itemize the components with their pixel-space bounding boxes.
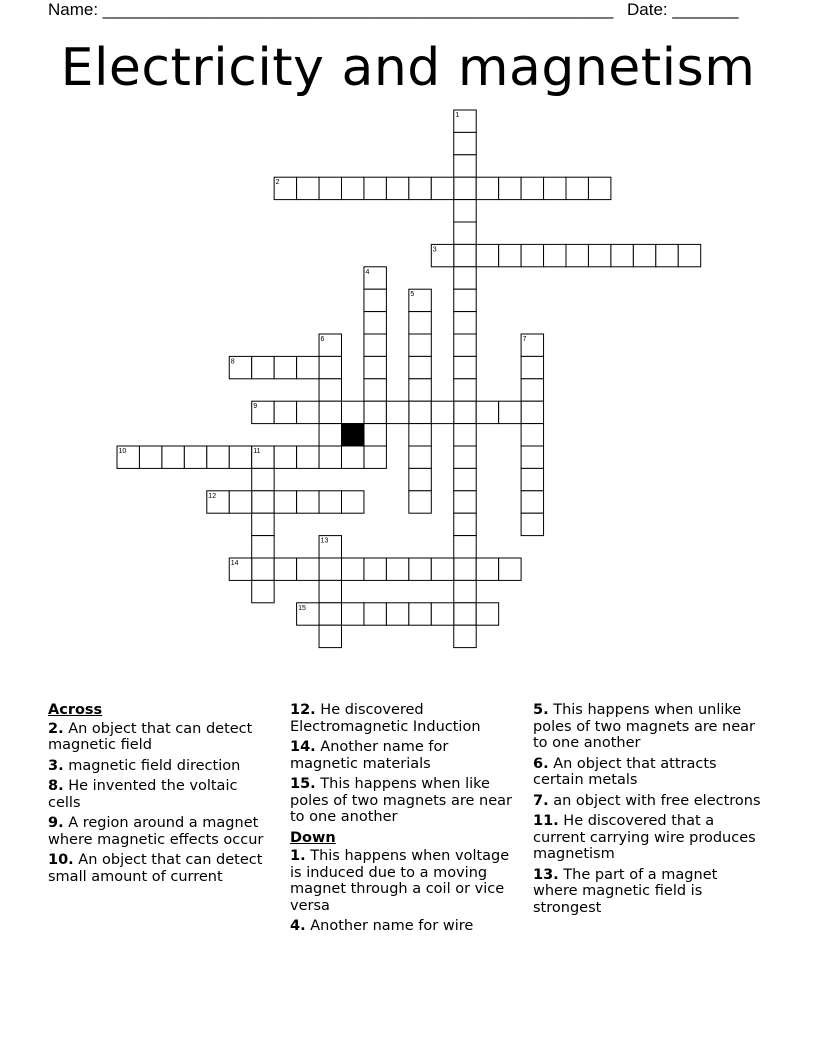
clue-number: 10. [48, 852, 74, 868]
grid-cell[interactable] [454, 401, 476, 423]
clue-number: 14. [290, 739, 316, 755]
grid-cell[interactable] [521, 334, 543, 356]
grid-cell[interactable] [454, 267, 476, 289]
grid-cell[interactable] [252, 491, 274, 513]
clue-text: A region around a magnet where magnetic effects occur [48, 815, 264, 848]
grid-cell[interactable] [319, 356, 341, 378]
clue-down-1 [290, 848, 520, 914]
clue-across-8 [48, 778, 270, 811]
grid-clue-number: 4 [365, 268, 370, 276]
grid-cell[interactable] [297, 356, 319, 378]
grid-clue-number: 1 [455, 112, 460, 119]
clue-number: 13. [533, 866, 559, 883]
grid-cell[interactable] [319, 625, 341, 647]
clue-number: 11. [533, 813, 559, 829]
clue-down-7 [533, 793, 763, 810]
grid-cell[interactable] [252, 468, 274, 490]
clue-down-6 [533, 756, 763, 789]
grid-cell[interactable] [364, 558, 386, 580]
grid-cell[interactable] [588, 177, 610, 199]
grid-cell[interactable] [342, 177, 364, 199]
clue-across-2 [48, 721, 270, 754]
clue-number: 3. [48, 757, 64, 774]
grid-cell[interactable] [454, 513, 476, 535]
grid-cell[interactable] [364, 334, 386, 356]
grid-cell[interactable] [297, 401, 319, 423]
grid-clue-number: 14 [230, 560, 239, 567]
grid-cell[interactable] [454, 289, 476, 311]
grid-cell[interactable] [431, 558, 453, 580]
clue-text: An object that attracts certain metals [533, 755, 717, 788]
grid-cell[interactable] [454, 446, 476, 468]
grid-cell[interactable] [454, 625, 476, 647]
grid-cell[interactable] [521, 513, 543, 535]
grid-cell[interactable] [319, 580, 341, 602]
grid-cell[interactable] [454, 110, 476, 132]
grid-cell[interactable] [409, 446, 431, 468]
grid-cell[interactable] [342, 446, 364, 468]
grid-cell[interactable] [521, 468, 543, 490]
grid-cell[interactable] [499, 558, 521, 580]
grid-clue-number: 2 [275, 179, 280, 187]
grid-clue-number: 6 [320, 336, 325, 343]
grid-cell[interactable] [521, 356, 543, 378]
grid-cell[interactable] [454, 244, 476, 266]
grid-clue-number: 5 [410, 291, 415, 299]
grid-cell[interactable] [184, 446, 206, 468]
grid-cell[interactable] [297, 603, 319, 625]
grid-cell[interactable] [521, 177, 543, 199]
grid-cell[interactable] [274, 446, 296, 468]
grid-cell[interactable] [319, 334, 341, 356]
clue-across-10 [48, 852, 270, 885]
grid-cell[interactable] [386, 558, 408, 580]
clue-text: an object with free electrons [553, 792, 761, 809]
clue-text: This happens when like poles of two magnets are near to one another [290, 776, 512, 825]
clue-across-12 [290, 702, 520, 735]
clue-down-4 [290, 918, 520, 935]
grid-cell[interactable] [342, 401, 364, 423]
grid-cell[interactable] [364, 424, 386, 446]
grid-cell[interactable] [252, 446, 274, 468]
grid-cell[interactable] [454, 334, 476, 356]
grid-cell[interactable] [252, 401, 274, 423]
clue-across-15 [290, 776, 520, 826]
grid-cell[interactable] [409, 424, 431, 446]
grid-cell[interactable] [297, 558, 319, 580]
grid-cell[interactable] [274, 401, 296, 423]
date-line: Date: _______ [627, 0, 739, 19]
grid-cell[interactable] [409, 379, 431, 401]
grid-cell[interactable] [476, 177, 498, 199]
grid-cell[interactable] [454, 491, 476, 513]
grid-cell[interactable] [274, 177, 296, 199]
grid-cell[interactable] [274, 558, 296, 580]
grid-cell[interactable] [342, 491, 364, 513]
grid-cell[interactable] [633, 244, 655, 266]
clue-text: The part of a magnet where magnetic field is strongest [533, 866, 718, 916]
grid-cell[interactable] [454, 603, 476, 625]
grid-cell[interactable] [319, 401, 341, 423]
grid-cell[interactable] [454, 155, 476, 177]
grid-cell[interactable] [364, 312, 386, 334]
grid-cell[interactable] [252, 580, 274, 602]
grid-cell[interactable] [521, 379, 543, 401]
grid-cell[interactable] [409, 289, 431, 311]
grid-clue-number: 7 [522, 336, 527, 343]
grid-cell[interactable] [364, 446, 386, 468]
grid-cell[interactable] [319, 379, 341, 401]
grid-cell[interactable] [499, 177, 521, 199]
grid-cell[interactable] [409, 177, 431, 199]
grid-cell[interactable] [678, 244, 700, 266]
down-heading: Down [290, 829, 336, 846]
clue-down-5 [533, 702, 763, 752]
grid-clue-number: 10 [118, 448, 127, 455]
grid-cell[interactable] [454, 580, 476, 602]
grid-clue-number: 8 [230, 358, 235, 366]
grid-cell[interactable] [544, 244, 566, 266]
grid-cell[interactable] [364, 289, 386, 311]
grid-cell-black [342, 424, 364, 446]
grid-cell[interactable] [409, 558, 431, 580]
grid-cell[interactable] [588, 244, 610, 266]
grid-cell[interactable] [521, 424, 543, 446]
clue-text: This happens when voltage is induced due to a moving magnet through a coil or vice versa [290, 848, 510, 914]
clue-text: Another name for magnetic materials [290, 739, 449, 772]
grid-cell[interactable] [409, 491, 431, 513]
grid-cell[interactable] [229, 446, 251, 468]
grid-cell[interactable] [139, 446, 161, 468]
grid-cell[interactable] [319, 603, 341, 625]
grid-cell[interactable] [252, 513, 274, 535]
grid-cell[interactable] [431, 603, 453, 625]
grid-cell[interactable] [566, 177, 588, 199]
grid-clue-number: 11 [253, 448, 261, 455]
clue-across-9 [48, 815, 270, 848]
grid-cell[interactable] [207, 446, 229, 468]
grid-cell[interactable] [499, 401, 521, 423]
grid-cell[interactable] [409, 356, 431, 378]
clue-across-14 [290, 739, 520, 772]
clue-text: He discovered that a current carrying wire produces magnetism [533, 813, 756, 862]
grid-cell[interactable] [386, 177, 408, 199]
grid-cell[interactable] [454, 312, 476, 334]
grid-cell[interactable] [319, 491, 341, 513]
clue-text: An object that can detect small amount of current [48, 852, 263, 885]
grid-cell[interactable] [409, 334, 431, 356]
grid-cell[interactable] [229, 491, 251, 513]
grid-clue-number: 12 [208, 492, 217, 500]
grid-cell[interactable] [319, 424, 341, 446]
clue-down-13 [533, 867, 763, 917]
grid-cell[interactable] [342, 603, 364, 625]
grid-cell[interactable] [454, 558, 476, 580]
grid-clue-number: 9 [253, 403, 258, 411]
grid-cell[interactable] [476, 558, 498, 580]
grid-cell[interactable] [476, 244, 498, 266]
grid-cell[interactable] [319, 177, 341, 199]
clue-text: He invented the voltaic cells [48, 778, 238, 811]
name-line: Name: ______________________________________________________ [48, 0, 614, 19]
grid-cell[interactable] [454, 424, 476, 446]
grid-cell[interactable] [162, 446, 184, 468]
clue-number: 15. [290, 776, 316, 792]
grid-cell[interactable] [499, 244, 521, 266]
grid-cell[interactable] [252, 356, 274, 378]
clues-column-2 [290, 702, 520, 939]
grid-cell[interactable] [521, 446, 543, 468]
grid-cell[interactable] [521, 244, 543, 266]
grid-clue-number: 15 [298, 604, 306, 612]
grid-cell[interactable] [476, 603, 498, 625]
clues-column-1 [48, 702, 270, 889]
grid-cell[interactable] [252, 558, 274, 580]
grid-clue-number: 13 [320, 537, 329, 545]
grid-cell[interactable] [454, 222, 476, 244]
clue-text: Another name for wire [310, 918, 474, 934]
grid-cell[interactable] [386, 401, 408, 423]
grid-cell[interactable] [521, 491, 543, 513]
grid-clue-number: 3 [432, 246, 437, 254]
grid-cell[interactable] [454, 379, 476, 401]
grid-cell[interactable] [364, 401, 386, 423]
grid-cell[interactable] [364, 267, 386, 289]
clue-number: 8. [48, 778, 64, 794]
grid-cell[interactable] [431, 244, 453, 266]
clue-number: 4. [290, 918, 306, 934]
grid-cell[interactable] [454, 536, 476, 558]
grid-cell[interactable] [431, 177, 453, 199]
grid-cell[interactable] [454, 132, 476, 154]
clue-down-11 [533, 813, 763, 863]
grid-cell[interactable] [409, 401, 431, 423]
grid-cell[interactable] [521, 401, 543, 423]
grid-cell[interactable] [229, 356, 251, 378]
grid-cell[interactable] [611, 244, 633, 266]
clue-number: 1. [290, 848, 306, 864]
grid-cell[interactable] [229, 558, 251, 580]
grid-cell[interactable] [431, 401, 453, 423]
grid-cell[interactable] [274, 356, 296, 378]
clue-number: 7. [533, 792, 549, 809]
grid-cell[interactable] [297, 446, 319, 468]
grid-cell[interactable] [342, 558, 364, 580]
grid-cell[interactable] [476, 401, 498, 423]
grid-cell[interactable] [454, 356, 476, 378]
grid-cell[interactable] [297, 491, 319, 513]
grid-cell[interactable] [364, 177, 386, 199]
clue-text: This happens when unlike poles of two magnets are near to one another [533, 702, 755, 751]
grid-cell[interactable] [454, 468, 476, 490]
grid-cell[interactable] [566, 244, 588, 266]
grid-cell[interactable] [386, 603, 408, 625]
grid-cell[interactable] [252, 536, 274, 558]
grid-cell[interactable] [454, 200, 476, 222]
grid-cell[interactable] [364, 379, 386, 401]
clue-number: 2. [48, 720, 64, 737]
page-title: Electricity and magnetism [60, 38, 756, 98]
clue-number: 12. [290, 702, 316, 718]
across-heading: Across [48, 702, 103, 718]
grid-cell[interactable] [274, 491, 296, 513]
grid-cell[interactable] [117, 446, 139, 468]
clue-number: 5. [533, 702, 549, 718]
grid-cell[interactable] [656, 244, 678, 266]
grid-cell[interactable] [544, 177, 566, 199]
clue-text: An object that can detect magnetic field [48, 720, 253, 753]
clue-text: He discovered Electromagnetic Induction [290, 702, 481, 735]
grid-cell[interactable] [409, 312, 431, 334]
grid-cell[interactable] [409, 603, 431, 625]
clue-number: 9. [48, 815, 64, 831]
clue-text: magnetic field direction [68, 757, 241, 774]
grid-cell[interactable] [364, 603, 386, 625]
grid-cell[interactable] [319, 558, 341, 580]
grid-cell[interactable] [297, 177, 319, 199]
grid-cell[interactable] [319, 536, 341, 558]
grid-cell[interactable] [319, 446, 341, 468]
grid-cell[interactable] [207, 491, 229, 513]
clue-across-3 [48, 758, 270, 775]
grid-cell[interactable] [364, 356, 386, 378]
clue-number: 6. [533, 755, 549, 772]
clues-column-3 [533, 702, 763, 920]
grid-cell[interactable] [454, 177, 476, 199]
grid-cell[interactable] [409, 468, 431, 490]
